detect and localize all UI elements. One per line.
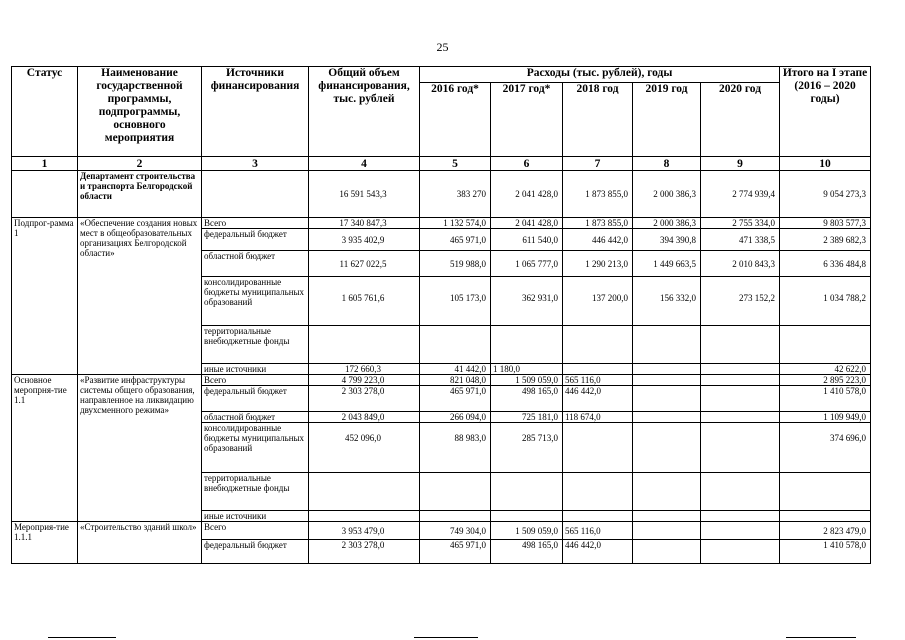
- row-status: Основное меропрня-тие 1.1: [12, 375, 78, 522]
- table-row: [12, 375, 871, 386]
- row-source: иные источники: [202, 364, 309, 375]
- row-source: Всего: [202, 218, 309, 229]
- cell-value: [701, 540, 780, 564]
- cell-value: [491, 473, 563, 511]
- cell-value: [309, 473, 420, 511]
- cell-value: [309, 511, 420, 522]
- cell-value: 1 109 949,0: [780, 412, 871, 423]
- cell-value: [633, 375, 701, 386]
- cell-value: 118 674,0: [563, 412, 633, 423]
- cell-value: 383 270: [420, 171, 491, 218]
- cell-value: [701, 473, 780, 511]
- cell-value: 725 181,0: [491, 412, 563, 423]
- cell-value: 11 627 022,5: [309, 251, 420, 277]
- cell-value: 2 043 849,0: [309, 412, 420, 423]
- column-number: 4: [309, 157, 420, 171]
- page-number: 25: [436, 40, 449, 54]
- cell-value: 498 165,0: [491, 540, 563, 564]
- table-row: [12, 218, 871, 229]
- cell-value: 156 332,0: [633, 277, 701, 326]
- cell-value: [633, 473, 701, 511]
- cell-value: [633, 511, 701, 522]
- cell-value: 105 173,0: [420, 277, 491, 326]
- cell-value: 4 799 223,0: [309, 375, 420, 386]
- cell-value: 41 442,0: [420, 364, 491, 375]
- cell-value: 2 755 334,0: [701, 218, 780, 229]
- cell-value: 452 096,0: [309, 423, 420, 473]
- cell-value: 465 971,0: [420, 229, 491, 251]
- cell-value: 749 304,0: [420, 522, 491, 540]
- cell-value: 3 935 402,9: [309, 229, 420, 251]
- header-name: Наименование государственной программы, подпрограммы, основного мероприятия: [78, 67, 202, 157]
- cell-value: 1 410 578,0: [780, 386, 871, 412]
- cell-value: [633, 412, 701, 423]
- row-source: консолидированные бюджеты муниципальных образований: [202, 277, 309, 326]
- cell-value: 2 389 682,3: [780, 229, 871, 251]
- cell-value: 2 774 939,4: [701, 171, 780, 218]
- cell-value: 519 988,0: [420, 251, 491, 277]
- column-number: 3: [202, 157, 309, 171]
- cell-value: [701, 326, 780, 364]
- cell-value: [491, 326, 563, 364]
- scan-edge-mark: [414, 637, 478, 638]
- row-source: Всего: [202, 375, 309, 386]
- cell-value: [563, 511, 633, 522]
- cell-value: [633, 386, 701, 412]
- cell-value: [633, 522, 701, 540]
- row-source: территориальные внебюджетные фонды: [202, 473, 309, 511]
- row-name: «Развитие инфраструктуры системы общего образования, направленное на ликвидацию двухсменного режима»: [78, 375, 202, 522]
- cell-value: [563, 326, 633, 364]
- cell-value: 821 048,0: [420, 375, 491, 386]
- cell-value: 471 338,5: [701, 229, 780, 251]
- cell-value: 1 873 855,0: [563, 171, 633, 218]
- header-itogo: Итого на I этапе (2016 – 2020 годы): [780, 67, 871, 157]
- row-source: Всего: [202, 522, 309, 540]
- cell-value: 88 983,0: [420, 423, 491, 473]
- scan-edge-mark: [48, 637, 116, 638]
- row-status: Мероприя-тие 1.1.1: [12, 522, 78, 564]
- column-number: 2: [78, 157, 202, 171]
- cell-value: 2 000 386,3: [633, 171, 701, 218]
- column-number: 5: [420, 157, 491, 171]
- cell-value: 1 873 855,0: [563, 218, 633, 229]
- table-row: [12, 522, 871, 540]
- header-year: 2020 год: [701, 83, 780, 157]
- column-number: 9: [701, 157, 780, 171]
- cell-value: 611 540,0: [491, 229, 563, 251]
- cell-value: 446 442,0: [563, 386, 633, 412]
- cell-value: 362 931,0: [491, 277, 563, 326]
- cell-value: 1 605 761,6: [309, 277, 420, 326]
- cell-value: 1 180,0: [491, 364, 563, 375]
- cell-value: 2 010 843,3: [701, 251, 780, 277]
- row-source: федеральный бюджет: [202, 229, 309, 251]
- cell-value: 266 094,0: [420, 412, 491, 423]
- cell-value: 1 410 578,0: [780, 540, 871, 564]
- row-source: областной бюджет: [202, 412, 309, 423]
- header-sources: Источники финансирования: [202, 67, 309, 157]
- header-status: Статус: [12, 67, 78, 157]
- cell-value: 1 034 788,2: [780, 277, 871, 326]
- column-number: 7: [563, 157, 633, 171]
- cell-value: 1 065 777,0: [491, 251, 563, 277]
- cell-value: 2 303 278,0: [309, 540, 420, 564]
- department-name: Департамент строительства и транспорта Белгородской области: [78, 171, 202, 218]
- column-number: 1: [12, 157, 78, 171]
- scan-edge-mark: [786, 637, 856, 638]
- column-numbers-row: [12, 157, 871, 171]
- cell-value: [701, 511, 780, 522]
- cell-value: 3 953 479,0: [309, 522, 420, 540]
- cell-value: 465 971,0: [420, 540, 491, 564]
- cell-value: 1 449 663,5: [633, 251, 701, 277]
- budget-table: [11, 66, 871, 564]
- cell-value: [701, 375, 780, 386]
- row-source: иные источники: [202, 511, 309, 522]
- row-name: «Обеспечение создания новых мест в общеобразовательных организациях Белгородской области»: [78, 218, 202, 375]
- cell-value: 2 041 428,0: [491, 218, 563, 229]
- cell-value: [633, 326, 701, 364]
- row-source: территориальные внебюджетные фонды: [202, 326, 309, 364]
- row-source: областной бюджет: [202, 251, 309, 277]
- cell-value: [420, 473, 491, 511]
- header-year: 2017 год*: [491, 83, 563, 157]
- row-name: «Строительство зданий школ»: [78, 522, 202, 564]
- cell-value: 2 895 223,0: [780, 375, 871, 386]
- cell-value: [563, 364, 633, 375]
- cell-value: [701, 386, 780, 412]
- cell-value: 6 336 484,8: [780, 251, 871, 277]
- row-source: консолидированные бюджеты муниципальных образований: [202, 423, 309, 473]
- cell-value: [780, 326, 871, 364]
- cell-value: 1 132 574,0: [420, 218, 491, 229]
- cell-value: [420, 326, 491, 364]
- cell-value: [701, 423, 780, 473]
- cell-value: [780, 473, 871, 511]
- cell-value: [780, 511, 871, 522]
- cell-value: 1 509 059,0: [491, 522, 563, 540]
- column-number: 10: [780, 157, 871, 171]
- cell-value: 16 591 543,3: [309, 171, 420, 218]
- cell-value: 2 041 428,0: [491, 171, 563, 218]
- cell-value: 374 696,0: [780, 423, 871, 473]
- cell-value: [701, 364, 780, 375]
- cell-value: 17 340 847,3: [309, 218, 420, 229]
- cell-value: [420, 511, 491, 522]
- cell-value: 273 152,2: [701, 277, 780, 326]
- cell-value: [633, 364, 701, 375]
- cell-value: 1 509 059,0: [491, 375, 563, 386]
- cell-value: 172 660,3: [309, 364, 420, 375]
- header-expenses: Расходы (тыс. рублей), годы: [420, 67, 780, 83]
- cell-value: 446 442,0: [563, 229, 633, 251]
- header-year: 2016 год*: [420, 83, 491, 157]
- header-total: Общий объем финансирования, тыс. рублей: [309, 67, 420, 157]
- cell-value: [633, 540, 701, 564]
- cell-value: [563, 473, 633, 511]
- cell-value: [563, 423, 633, 473]
- cell-value: 2 303 278,0: [309, 386, 420, 412]
- cell-value: 9 054 273,3: [780, 171, 871, 218]
- cell-value: [491, 511, 563, 522]
- cell-value: 446 442,0: [563, 540, 633, 564]
- cell-value: 565 116,0: [563, 522, 633, 540]
- column-number: 6: [491, 157, 563, 171]
- cell-value: 285 713,0: [491, 423, 563, 473]
- row-source: федеральный бюджет: [202, 386, 309, 412]
- cell-value: 9 803 577,3: [780, 218, 871, 229]
- cell-value: 42 622,0: [780, 364, 871, 375]
- column-number: 8: [633, 157, 701, 171]
- cell-value: [701, 522, 780, 540]
- cell-value: 137 200,0: [563, 277, 633, 326]
- department-row: [12, 171, 871, 218]
- cell-value: [309, 326, 420, 364]
- cell-value: 394 390,8: [633, 229, 701, 251]
- cell-value: 1 290 213,0: [563, 251, 633, 277]
- cell-value: [633, 423, 701, 473]
- cell-value: 498 165,0: [491, 386, 563, 412]
- cell-value: 2 000 386,3: [633, 218, 701, 229]
- cell-value: 465 971,0: [420, 386, 491, 412]
- header-year: 2019 год: [633, 83, 701, 157]
- cell-value: 2 823 479,0: [780, 522, 871, 540]
- row-status: Подпрог-рамма 1: [12, 218, 78, 375]
- header-year: 2018 год: [563, 83, 633, 157]
- cell-value: [701, 412, 780, 423]
- cell-value: 565 116,0: [563, 375, 633, 386]
- row-source: федеральный бюджет: [202, 540, 309, 564]
